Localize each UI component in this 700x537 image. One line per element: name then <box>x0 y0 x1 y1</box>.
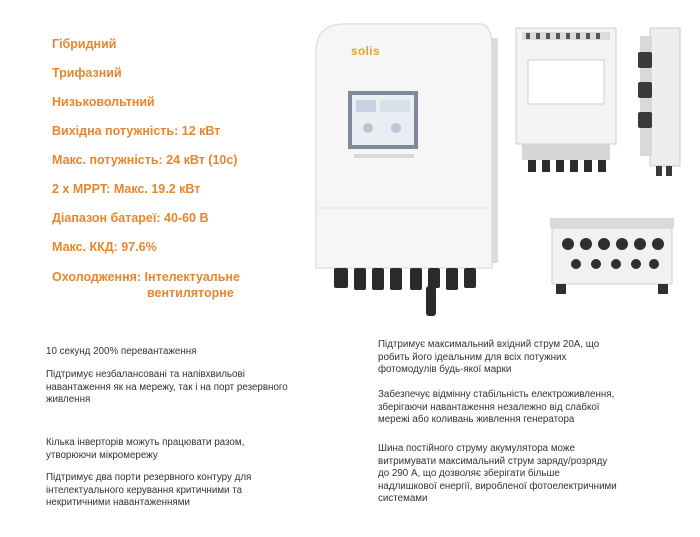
feature-line: Підтримує незбалансовані та напівхвильові <box>46 369 245 380</box>
spec-efficiency: Макс. ККД: 97.6% <box>52 240 157 254</box>
spec-max-power: Макс. потужність: 24 кВт (10с) <box>52 153 238 167</box>
feature-line: до 290 А, що дозволяє зберігати більше <box>378 468 560 480</box>
inverter-bottom-view-image <box>512 24 622 176</box>
feature-line: інтелектуального керування критичними та <box>46 484 243 496</box>
feature-right-1 <box>378 389 668 427</box>
brand-logo: solis <box>351 44 380 58</box>
spec-mppt: 2 х MPPT: Макс. 19.2 кВт <box>52 182 201 196</box>
feature-line: навантаження як на мережу, так і на порт резервного <box>46 381 288 393</box>
feature-line: Підтримує максимальний вхідний струм 20А, що <box>378 339 600 350</box>
spec-voltage: Низьковольтний <box>52 95 155 109</box>
spec-cooling-cont: вентиляторне <box>147 286 234 300</box>
feature-line: зберігаючи навантаження незалежно від слабкої <box>378 401 600 413</box>
feature-line: Кілька інверторів можуть працювати разом, <box>46 437 245 448</box>
spec-battery-range: Діапазон батареї: 40-60 В <box>52 211 209 225</box>
feature-line: Шина постійного струму акумулятора може <box>378 443 575 454</box>
feature-right-2 <box>378 443 668 506</box>
feature-line: витримувати максимальний струм заряду/розряду <box>378 455 608 467</box>
feature-line: робить його ідеальним для всіх потужних <box>378 351 567 363</box>
feature-left-1 <box>46 369 336 407</box>
inverter-front-image <box>310 18 500 318</box>
feature-left-0 <box>46 346 336 359</box>
feature-line: надлишкової енергії, виробленої фотоелектричними <box>378 480 617 492</box>
feature-line: фотомодулів будь-якої марки <box>378 364 512 376</box>
spec-output-power: Вихідна потужність: 12 кВт <box>52 124 221 138</box>
spec-type: Гібридний <box>52 37 117 51</box>
feature-line: Підтримує два порти резервного контуру для <box>46 472 252 483</box>
feature-left-3 <box>46 472 336 510</box>
feature-line: некритичними навантаженнями <box>46 497 190 509</box>
inverter-side-view-image <box>632 26 688 178</box>
feature-line: живлення <box>46 394 91 406</box>
inverter-connectors-image <box>548 208 676 300</box>
feature-right-0 <box>378 339 668 377</box>
feature-line: мережі або коливань живлення генератора <box>378 414 575 426</box>
feature-left-2 <box>46 437 336 462</box>
feature-line: Забезпечує відмінну стабільність електроживлення, <box>378 389 615 400</box>
feature-line: утворюючи мікромережу <box>46 449 158 461</box>
feature-line: 10 секунд 200% перевантаження <box>46 346 197 357</box>
feature-line: системами <box>378 493 428 505</box>
spec-cooling: Охолодження: Інтелектуальне <box>52 270 240 284</box>
spec-phase: Трифазний <box>52 66 122 80</box>
